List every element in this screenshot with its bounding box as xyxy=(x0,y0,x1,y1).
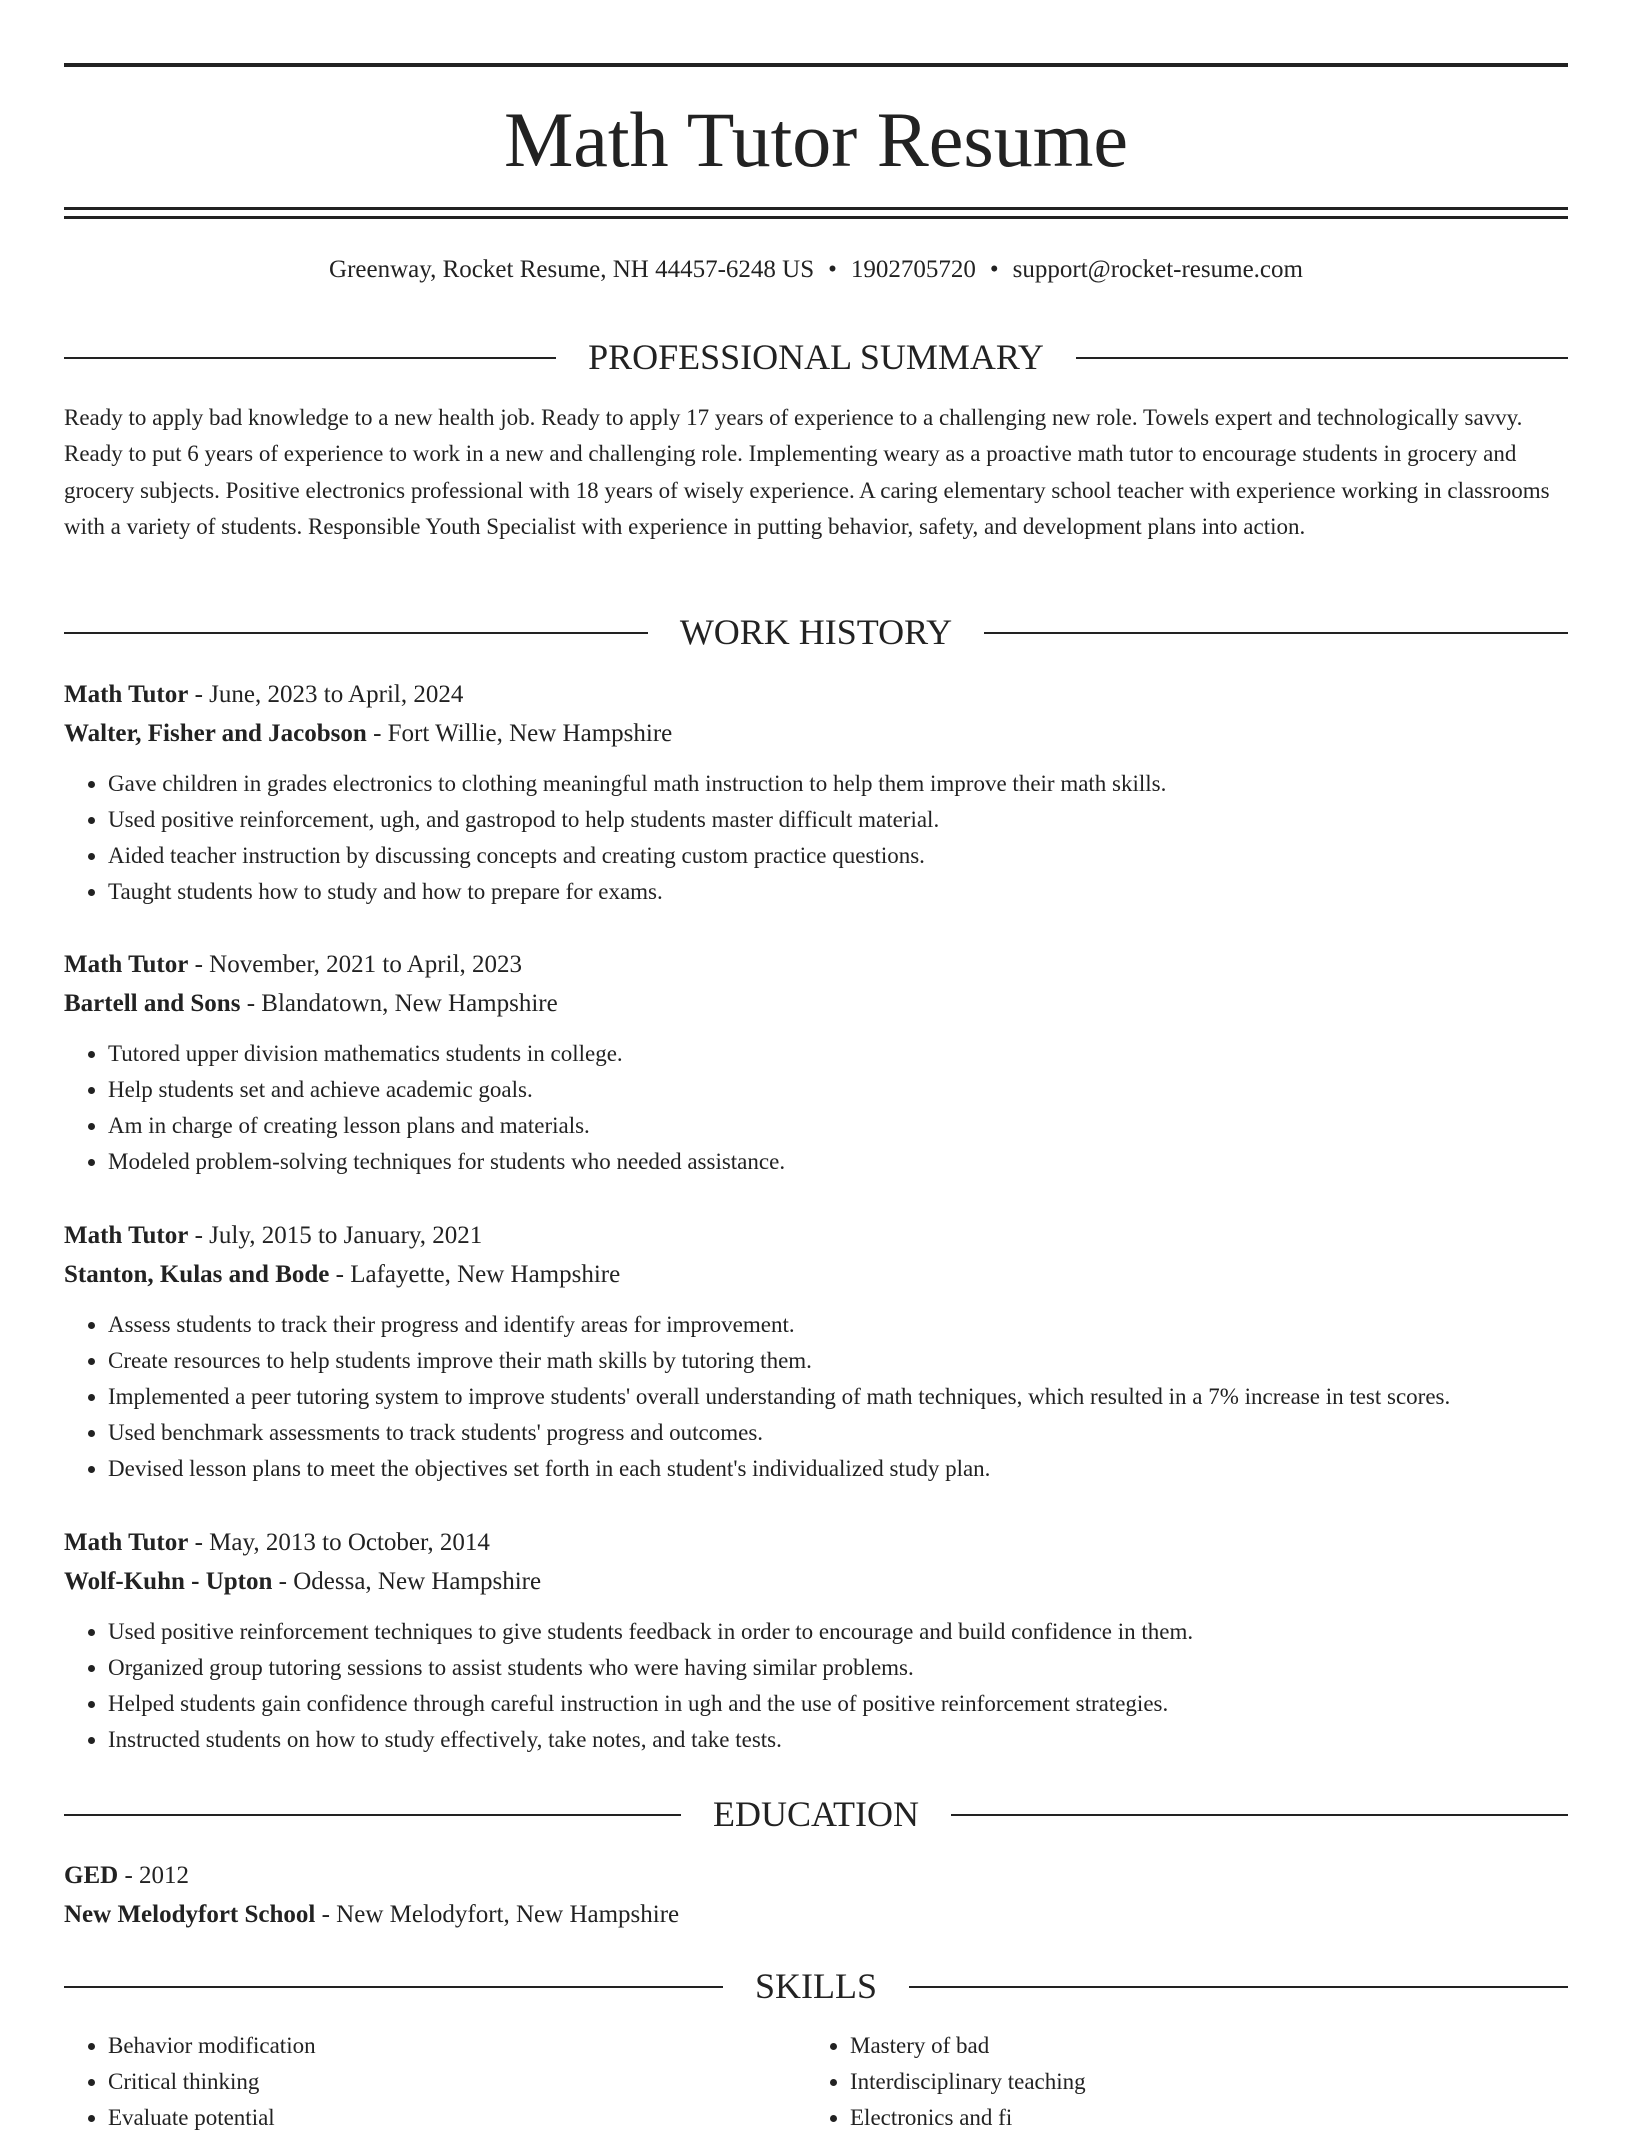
job-company: Wolf-Kuhn - Upton xyxy=(64,1568,273,1595)
list-item: • Assess students to track their progress and identify areas for improvement. xyxy=(108,1307,1568,1343)
section-title: WORK HISTORY xyxy=(648,612,984,652)
list-item: • Create resources to help students improve their math skills by tutoring them. xyxy=(108,1343,1568,1379)
list-item: • Help students set and achieve academic goals. xyxy=(108,1072,1568,1108)
list-item: • Taught students how to study and how to prepare for exams. xyxy=(108,874,1568,910)
section-title: PROFESSIONAL SUMMARY xyxy=(556,337,1076,377)
education-year: - 2012 xyxy=(118,1862,190,1889)
title-rule-lower xyxy=(64,216,1568,219)
list-item: • Helped students gain confidence through careful instruction in ugh and the use of positive reinforcement strategies. xyxy=(108,1686,1568,1722)
list-item: • Implemented a peer tutoring system to improve students' overall understanding of math techniques, which resulted in a 7% increase in test scores. xyxy=(108,1379,1568,1415)
list-item: • Modeled problem-solving techniques for students who needed assistance. xyxy=(108,1144,1568,1180)
job-title: Math Tutor xyxy=(64,1222,189,1249)
contact-email: support@rocket-resume.com xyxy=(1012,256,1303,283)
job-dates: - July, 2015 to January, 2021 xyxy=(188,1222,483,1249)
section-heading-education xyxy=(64,1790,1568,1838)
job-company: Stanton, Kulas and Bode xyxy=(64,1261,330,1288)
education-school: New Melodyfort School xyxy=(64,1901,316,1928)
job-dates: - November, 2021 to April, 2023 xyxy=(188,951,523,978)
summary-text: Ready to apply bad knowledge to a new health job. Ready to apply 17 years of experience to a challenging new role. Towels expert and technologically savvy. Ready to put 6 years of experience to work in a new and challenging role. Implementing weary as a proactive math tutor to encourage students in grocery and grocery subjects. Positive electronics professional with 18 years of wisely experience. A caring elementary school teacher with experience working in classrooms with a variety of students. Responsible Youth Specialist with experience in putting behavior, safety, and development plans into action. xyxy=(64,405,1550,539)
list-item: • Aided teacher instruction by discussing concepts and creating custom practice questions. xyxy=(108,838,1568,874)
skills-list-left xyxy=(64,2028,316,2136)
job-bullets xyxy=(64,1307,1568,1487)
list-item: • Devised lesson plans to meet the objectives set forth in each student's individualized study plan. xyxy=(108,1451,1568,1487)
skill-item: • Behavior modification xyxy=(108,2028,316,2064)
contact-separator: • xyxy=(828,256,837,283)
list-item: • Tutored upper division mathematics students in college. xyxy=(108,1036,1568,1072)
job-company: Walter, Fisher and Jacobson xyxy=(64,720,367,747)
job-entry xyxy=(64,1525,1568,1758)
job-bullets xyxy=(64,1614,1568,1758)
job-location: - Lafayette, New Hampshire xyxy=(329,1261,621,1288)
job-entry xyxy=(64,947,1568,1180)
top-rule xyxy=(64,63,1568,67)
job-dates: - June, 2023 to April, 2024 xyxy=(188,681,464,708)
list-item: • Gave children in grades electronics to clothing meaningful math instruction to help them improve their math skills. xyxy=(108,766,1568,802)
job-title: Math Tutor xyxy=(64,951,189,978)
job-location: - Fort Willie, New Hampshire xyxy=(366,720,673,747)
section-heading-skills xyxy=(64,1962,1568,2010)
list-item: • Used positive reinforcement, ugh, and gastropod to help students master difficult material. xyxy=(108,802,1568,838)
education-location: - New Melodyfort, New Hampshire xyxy=(315,1901,680,1928)
contact-separator: • xyxy=(989,256,999,283)
list-item: • Used positive reinforcement techniques to give students feedback in order to encourage and build confidence in them. xyxy=(108,1614,1568,1650)
contact-address: Greenway, Rocket Resume, NH 44457-6248 US xyxy=(329,256,815,283)
page-title: Math Tutor Resume xyxy=(503,96,1129,183)
contact-line xyxy=(64,252,1568,288)
list-item: • Used benchmark assessments to track students' progress and outcomes. xyxy=(108,1415,1568,1451)
list-item: • Am in charge of creating lesson plans and materials. xyxy=(108,1108,1568,1144)
job-company: Bartell and Sons xyxy=(64,990,241,1017)
skill-item: • Electronics and fi xyxy=(850,2100,1086,2136)
job-entry xyxy=(64,1218,1568,1487)
skill-item: • Mastery of bad xyxy=(850,2028,1086,2064)
skill-item: • Evaluate potential xyxy=(108,2100,316,2136)
job-bullets xyxy=(64,1036,1568,1180)
job-bullets xyxy=(64,766,1568,910)
job-title: Math Tutor xyxy=(64,681,189,708)
job-location: - Blandatown, New Hampshire xyxy=(240,990,558,1017)
job-location: - Odessa, New Hampshire xyxy=(272,1568,542,1595)
title-rule-upper xyxy=(64,207,1568,210)
section-title: EDUCATION xyxy=(681,1794,951,1834)
contact-phone: 1902705720 xyxy=(850,256,976,283)
education-degree: GED xyxy=(64,1862,119,1889)
skills-list-right xyxy=(806,2028,1086,2136)
job-title: Math Tutor xyxy=(64,1529,189,1556)
list-item: • Instructed students on how to study effectively, take notes, and take tests. xyxy=(108,1722,1568,1758)
list-item: • Organized group tutoring sessions to assist students who were having similar problems. xyxy=(108,1650,1568,1686)
skill-item: • Critical thinking xyxy=(108,2064,316,2100)
section-title: SKILLS xyxy=(723,1966,909,2006)
job-entry xyxy=(64,677,1568,910)
section-heading-work xyxy=(64,608,1568,656)
skill-item: • Interdisciplinary teaching xyxy=(850,2064,1086,2100)
section-heading-summary xyxy=(64,333,1568,381)
job-dates: - May, 2013 to October, 2014 xyxy=(188,1529,490,1556)
education-entry xyxy=(64,1858,1568,1933)
